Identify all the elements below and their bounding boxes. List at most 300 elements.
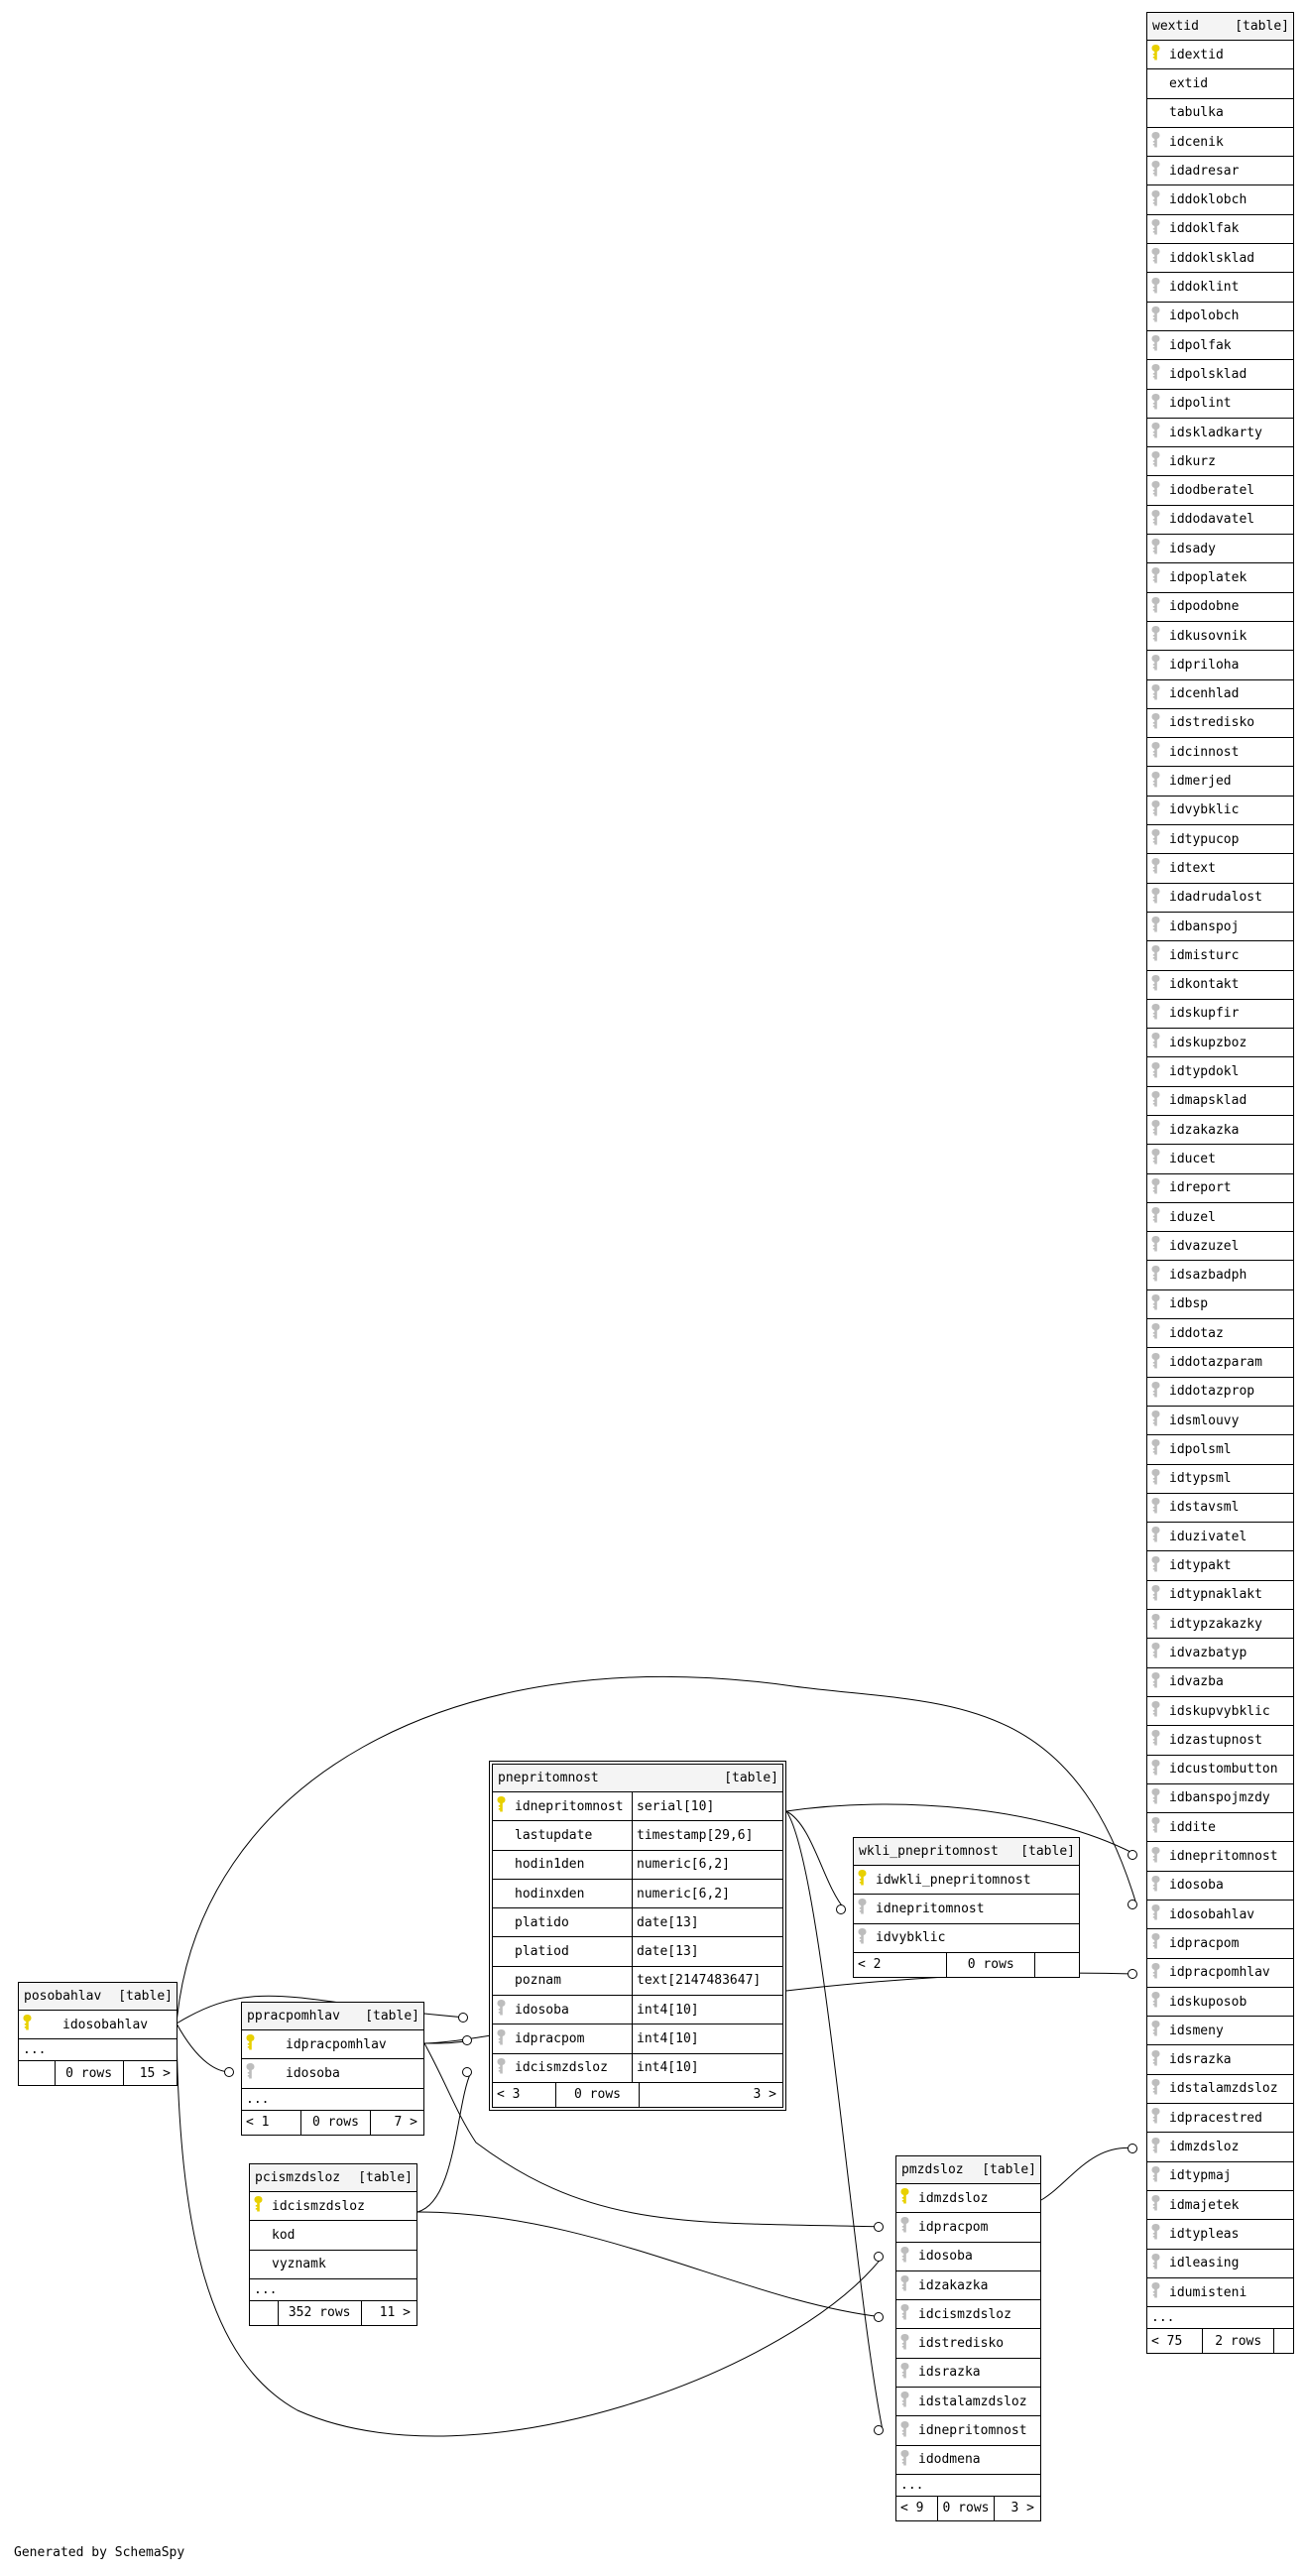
column-name: iduzel xyxy=(1169,1209,1216,1225)
foreign-key-icon xyxy=(1151,829,1169,849)
column-name: idnepritomnost xyxy=(1169,1849,1278,1865)
column-name: iducet xyxy=(1169,1151,1216,1166)
foreign-key-icon xyxy=(900,2304,918,2324)
column-row[interactable] xyxy=(493,1967,782,1996)
column-row[interactable] xyxy=(1147,447,1293,476)
foreign-key-icon xyxy=(1151,858,1169,878)
column-row[interactable] xyxy=(1147,941,1293,970)
table-name: wextid xyxy=(1152,19,1199,34)
column-row[interactable] xyxy=(896,2359,1040,2388)
column-row[interactable] xyxy=(493,1908,782,1937)
column-name: idmzdsloz xyxy=(918,2190,989,2206)
foreign-key-icon xyxy=(900,2392,918,2411)
column-type: int4[10] xyxy=(632,1996,782,2024)
column-row[interactable] xyxy=(1147,1988,1293,2017)
column-type: date[13] xyxy=(632,1937,782,1965)
column-name: iddite xyxy=(1169,1819,1216,1835)
relationship-line xyxy=(786,1811,845,1909)
column-name: idosoba xyxy=(918,2249,973,2265)
zero-or-many-marker xyxy=(1128,1970,1137,1979)
foreign-key-icon xyxy=(1151,307,1169,326)
column-name: idtypzakazky xyxy=(1169,1616,1262,1632)
relationship-line xyxy=(417,2072,471,2212)
column-name: idsmeny xyxy=(1169,2023,1224,2038)
column-name: idpracpom xyxy=(515,2031,585,2047)
foreign-key-icon xyxy=(1151,1585,1169,1605)
parent-count-link[interactable]: < 9 xyxy=(900,2501,924,2516)
column-row[interactable] xyxy=(1147,1465,1293,1494)
foreign-key-icon xyxy=(1151,1672,1169,1692)
table-header[interactable] xyxy=(242,2003,423,2030)
column-row[interactable] xyxy=(1147,419,1293,447)
column-name: idpolint xyxy=(1169,396,1232,412)
column-name: idtypdokl xyxy=(1169,1064,1240,1080)
foreign-key-icon xyxy=(1151,1701,1169,1721)
column-name: idadresar xyxy=(1169,163,1240,179)
foreign-key-icon xyxy=(1151,2282,1169,2302)
zero-or-many-marker xyxy=(875,2223,884,2232)
column-row[interactable] xyxy=(1147,1872,1293,1901)
column-name: idosoba xyxy=(515,2002,569,2018)
table-pmzdsloz[interactable] xyxy=(895,2155,1041,2521)
column-row[interactable] xyxy=(493,1937,782,1966)
row-count: 352 rows xyxy=(278,2301,361,2325)
column-name: idskuposob xyxy=(1169,1994,1247,2010)
table-header[interactable] xyxy=(493,1765,782,1792)
foreign-key-icon xyxy=(1151,2138,1169,2157)
column-name: idtypmaj xyxy=(1169,2168,1232,2184)
foreign-key-icon xyxy=(1151,248,1169,268)
column-row[interactable] xyxy=(1147,1726,1293,1755)
foreign-key-icon xyxy=(1151,2254,1169,2273)
column-row[interactable] xyxy=(1147,767,1293,796)
zero-or-many-marker xyxy=(837,1905,846,1914)
column-row[interactable] xyxy=(1147,1029,1293,1057)
row-count: 2 rows xyxy=(1202,2329,1273,2353)
column-row[interactable] xyxy=(896,2184,1040,2213)
column-row[interactable] xyxy=(1147,1813,1293,1842)
foreign-key-icon xyxy=(1151,1876,1169,1896)
table-header[interactable] xyxy=(250,2164,416,2192)
column-name: idpolobch xyxy=(1169,308,1240,324)
foreign-key-icon xyxy=(1151,1178,1169,1198)
foreign-key-icon xyxy=(1151,567,1169,587)
column-name: iddodavatel xyxy=(1169,512,1255,528)
column-name: idcismzdsloz xyxy=(272,2198,365,2214)
column-row[interactable] xyxy=(1147,1378,1293,1407)
foreign-key-icon xyxy=(1151,278,1169,298)
column-row[interactable] xyxy=(493,1851,782,1880)
column-name: idextid xyxy=(1169,47,1224,62)
column-row[interactable] xyxy=(896,2329,1040,2358)
zero-or-many-marker xyxy=(1128,2145,1137,2153)
foreign-key-icon xyxy=(246,2063,264,2083)
column-name: idmajetek xyxy=(1169,2197,1240,2213)
foreign-key-icon xyxy=(1151,364,1169,384)
column-row[interactable] xyxy=(1147,1494,1293,1523)
column-name: platido xyxy=(515,1914,569,1930)
column-row[interactable] xyxy=(1147,1668,1293,1697)
foreign-key-icon xyxy=(1151,2195,1169,2215)
column-name: idsrazka xyxy=(918,2365,981,2381)
foreign-key-icon xyxy=(1151,684,1169,704)
column-row[interactable] xyxy=(1147,1523,1293,1551)
column-row[interactable] xyxy=(1147,2133,1293,2161)
foreign-key-icon xyxy=(1151,1004,1169,1024)
foreign-key-icon xyxy=(1151,451,1169,471)
column-row[interactable] xyxy=(896,2446,1040,2475)
more-columns-indicator: ... xyxy=(19,2039,177,2061)
more-columns-indicator: ... xyxy=(250,2279,416,2301)
column-name: hodin1den xyxy=(515,1857,585,1873)
column-row[interactable] xyxy=(1147,1203,1293,1232)
column-row[interactable] xyxy=(896,2300,1040,2329)
table-header[interactable] xyxy=(1147,13,1293,41)
foreign-key-icon xyxy=(1151,1091,1169,1111)
table-footer xyxy=(493,2083,782,2107)
column-name: idadrudalost xyxy=(1169,890,1262,906)
table-footer xyxy=(1147,2329,1293,2353)
foreign-key-icon xyxy=(1151,742,1169,762)
column-name: kod xyxy=(272,2227,296,2243)
foreign-key-icon xyxy=(1151,2224,1169,2244)
column-name: idbanspojmzdy xyxy=(1169,1790,1270,1806)
parent-count-link[interactable]: < 3 xyxy=(497,2087,521,2103)
column-row[interactable] xyxy=(1147,506,1293,535)
relationship-line xyxy=(1041,2147,1136,2200)
column-row[interactable] xyxy=(1147,2220,1293,2249)
column-name: idpolsklad xyxy=(1169,366,1247,382)
column-name: idpracestred xyxy=(1169,2110,1262,2126)
column-row[interactable] xyxy=(493,2054,782,2083)
table-header[interactable] xyxy=(854,1838,1079,1866)
column-row[interactable] xyxy=(854,1866,1079,1895)
column-row[interactable] xyxy=(1147,360,1293,389)
foreign-key-icon xyxy=(900,2334,918,2354)
child-count-link[interactable]: 3 > xyxy=(994,2497,1040,2520)
column-row[interactable] xyxy=(1147,1435,1293,1464)
row-count: 0 rows xyxy=(300,2111,369,2135)
foreign-key-icon xyxy=(1151,945,1169,965)
column-row[interactable] xyxy=(1147,476,1293,505)
column-name: idskupvybklic xyxy=(1169,1703,1270,1719)
foreign-key-icon xyxy=(1151,1411,1169,1430)
column-row[interactable] xyxy=(493,1880,782,1908)
column-name: iddoklint xyxy=(1169,280,1240,296)
parent-count-link[interactable]: < 2 xyxy=(858,1957,882,1973)
foreign-key-icon xyxy=(1151,539,1169,558)
column-row[interactable] xyxy=(1147,1348,1293,1377)
foreign-key-icon xyxy=(1151,1963,1169,1983)
table-pcismzdsloz[interactable] xyxy=(249,2163,417,2326)
table-kind-label: [table] xyxy=(365,2009,419,2024)
foreign-key-icon xyxy=(1151,481,1169,501)
column-row[interactable] xyxy=(1147,563,1293,592)
more-columns-indicator: ... xyxy=(242,2089,423,2111)
column-name: iddotazparam xyxy=(1169,1355,1262,1370)
foreign-key-icon xyxy=(1151,335,1169,355)
foreign-key-icon xyxy=(1151,1207,1169,1227)
table-name: wkli_pnepritomnost xyxy=(859,1844,999,1859)
column-row[interactable] xyxy=(1147,1261,1293,1289)
column-row[interactable] xyxy=(1147,128,1293,157)
column-row[interactable] xyxy=(1147,69,1293,98)
column-row[interactable] xyxy=(1147,651,1293,679)
column-name: idstredisko xyxy=(1169,715,1255,731)
column-row[interactable] xyxy=(1147,1639,1293,1667)
column-name: idsazbadph xyxy=(1169,1268,1247,1284)
foreign-key-icon xyxy=(1151,800,1169,820)
column-name: idbanspoj xyxy=(1169,919,1240,934)
table-ppracpomhlav[interactable] xyxy=(241,2002,424,2136)
column-row[interactable] xyxy=(1147,244,1293,273)
column-name: idodberatel xyxy=(1169,483,1255,499)
column-name: idtext xyxy=(1169,860,1216,876)
column-name: idcenik xyxy=(1169,134,1224,150)
column-row[interactable] xyxy=(1147,2017,1293,2045)
column-row[interactable] xyxy=(1147,1145,1293,1173)
parent-count-link[interactable]: < 75 xyxy=(1151,2333,1183,2349)
column-row[interactable] xyxy=(1147,680,1293,709)
child-count-link[interactable]: 7 > xyxy=(370,2111,423,2135)
column-row[interactable] xyxy=(1147,2250,1293,2278)
column-name: idumisteni xyxy=(1169,2284,1247,2300)
column-type: numeric[6,2] xyxy=(632,1880,782,1907)
foreign-key-icon xyxy=(1151,1062,1169,1082)
zero-or-many-marker xyxy=(875,2253,884,2262)
column-row[interactable] xyxy=(896,2271,1040,2300)
column-row[interactable] xyxy=(493,1792,782,1821)
column-row[interactable] xyxy=(1147,1407,1293,1435)
column-row[interactable] xyxy=(1147,1901,1293,1929)
foreign-key-icon xyxy=(1151,132,1169,152)
column-row[interactable] xyxy=(1147,2045,1293,2074)
column-row[interactable] xyxy=(1147,709,1293,738)
column-name: idskupzboz xyxy=(1169,1035,1247,1050)
column-name: idvazuzel xyxy=(1169,1238,1240,1254)
child-count-link[interactable]: 3 > xyxy=(639,2083,782,2107)
column-name: idcustombutton xyxy=(1169,1762,1278,1778)
table-wextid[interactable] xyxy=(1146,12,1294,2354)
column-row[interactable] xyxy=(896,2416,1040,2445)
column-row[interactable] xyxy=(1147,535,1293,563)
column-name: idtypleas xyxy=(1169,2226,1240,2242)
foreign-key-icon xyxy=(1151,2079,1169,2099)
foreign-key-icon xyxy=(1151,1236,1169,1256)
column-row[interactable] xyxy=(1147,1290,1293,1319)
foreign-key-icon xyxy=(1151,1760,1169,1779)
column-row[interactable] xyxy=(250,2192,416,2221)
foreign-key-icon xyxy=(1151,917,1169,936)
column-name: idzakazka xyxy=(918,2277,989,2293)
column-row[interactable] xyxy=(1147,2104,1293,2133)
foreign-key-icon xyxy=(1151,1149,1169,1168)
primary-key-icon xyxy=(1151,45,1169,64)
column-name: idkusovnik xyxy=(1169,628,1247,644)
column-row[interactable] xyxy=(1147,273,1293,302)
column-row[interactable] xyxy=(1147,1610,1293,1639)
table-footer xyxy=(242,2111,423,2135)
column-row[interactable] xyxy=(1147,2191,1293,2220)
column-row[interactable] xyxy=(1147,2278,1293,2307)
foreign-key-icon xyxy=(1151,975,1169,995)
table-pnepritomnost[interactable] xyxy=(489,1761,786,2111)
foreign-key-icon xyxy=(1151,1498,1169,1518)
column-row[interactable] xyxy=(1147,215,1293,244)
column-row[interactable] xyxy=(19,2011,177,2039)
column-name: idvybklic xyxy=(876,1930,946,1946)
column-row[interactable] xyxy=(1147,1232,1293,1261)
column-row[interactable] xyxy=(1147,913,1293,941)
column-row[interactable] xyxy=(1147,331,1293,360)
column-row[interactable] xyxy=(896,2213,1040,2242)
column-name: idmerjed xyxy=(1169,774,1232,790)
foreign-key-icon xyxy=(1151,1847,1169,1867)
foreign-key-icon xyxy=(1151,1353,1169,1373)
column-row[interactable] xyxy=(1147,1581,1293,1610)
table-kind-label: [table] xyxy=(724,1771,778,1785)
table-header[interactable] xyxy=(19,1983,177,2011)
column-name: lastupdate xyxy=(515,1827,593,1843)
column-row[interactable] xyxy=(1147,41,1293,69)
foreign-key-icon xyxy=(497,2000,515,2020)
column-row[interactable] xyxy=(1147,2075,1293,2104)
column-row[interactable] xyxy=(1147,99,1293,128)
table-kind-label: [table] xyxy=(358,2170,413,2185)
primary-key-icon xyxy=(900,2188,918,2208)
column-name: iddoklfak xyxy=(1169,221,1240,237)
column-name: idpracpomhlav xyxy=(1169,1965,1270,1981)
foreign-key-icon xyxy=(1151,2050,1169,2070)
column-row[interactable] xyxy=(1147,1174,1293,1203)
column-row[interactable] xyxy=(250,2221,416,2250)
column-row[interactable] xyxy=(1147,854,1293,883)
primary-key-icon xyxy=(246,2034,264,2054)
foreign-key-icon xyxy=(1151,1469,1169,1489)
foreign-key-icon xyxy=(1151,1556,1169,1576)
column-row[interactable] xyxy=(896,2388,1040,2416)
column-name: idkontakt xyxy=(1169,977,1240,993)
column-row[interactable] xyxy=(1147,593,1293,622)
parent-count-link[interactable] xyxy=(250,2301,278,2325)
column-row[interactable] xyxy=(1147,1057,1293,1086)
column-row[interactable] xyxy=(854,1895,1079,1923)
column-name: idpracpomhlav xyxy=(286,2036,387,2052)
column-name: idosobahlav xyxy=(62,2017,149,2032)
column-name: idstredisko xyxy=(918,2336,1005,2352)
column-name: idosobahlav xyxy=(1169,1906,1255,1922)
table-header[interactable] xyxy=(896,2156,1040,2184)
column-name: idstavsml xyxy=(1169,1500,1240,1516)
column-row[interactable] xyxy=(1147,971,1293,1000)
child-count-link[interactable] xyxy=(1273,2329,1293,2353)
generated-by-footer: Generated by SchemaSpy xyxy=(14,2545,185,2560)
zero-or-many-marker xyxy=(459,2014,468,2023)
column-row[interactable] xyxy=(1147,185,1293,214)
column-name: idcinnost xyxy=(1169,744,1240,760)
zero-or-many-marker xyxy=(875,2313,884,2322)
column-row[interactable] xyxy=(1147,390,1293,419)
table-posobahlav[interactable] xyxy=(18,1982,178,2086)
foreign-key-icon xyxy=(1151,1033,1169,1052)
foreign-key-icon xyxy=(1151,1933,1169,1953)
column-name: iduzivatel xyxy=(1169,1529,1247,1544)
column-name: idpracpom xyxy=(1169,1935,1240,1951)
table-wkli-pnepritomnost[interactable] xyxy=(853,1837,1080,1978)
column-name: idpracpom xyxy=(918,2219,989,2235)
child-count-link[interactable]: 11 > xyxy=(361,2301,416,2325)
column-row[interactable] xyxy=(1147,303,1293,331)
foreign-key-icon xyxy=(900,2421,918,2441)
column-row[interactable] xyxy=(1147,1319,1293,1348)
column-row[interactable] xyxy=(493,1996,782,2024)
column-row[interactable] xyxy=(242,2059,423,2088)
column-name: idsmlouvy xyxy=(1169,1412,1240,1428)
foreign-key-icon xyxy=(1151,423,1169,442)
column-row[interactable] xyxy=(250,2251,416,2279)
row-count: 0 rows xyxy=(555,2083,639,2107)
relationship-line xyxy=(417,2212,883,2317)
column-row[interactable] xyxy=(1147,1116,1293,1145)
column-row[interactable] xyxy=(1147,1756,1293,1784)
foreign-key-icon xyxy=(858,1899,876,1918)
column-row[interactable] xyxy=(493,1821,782,1850)
foreign-key-icon xyxy=(1151,655,1169,675)
column-row[interactable] xyxy=(1147,2162,1293,2191)
column-name: idmapsklad xyxy=(1169,1093,1247,1109)
primary-key-icon xyxy=(23,2015,41,2034)
parent-count-link[interactable]: < 1 xyxy=(246,2115,270,2131)
table-name: pnepritomnost xyxy=(498,1771,599,1785)
column-row[interactable] xyxy=(1147,1697,1293,1726)
child-count-link[interactable]: 15 > xyxy=(123,2061,177,2085)
column-name: tabulka xyxy=(1169,105,1224,121)
child-count-link[interactable] xyxy=(1034,1953,1079,1977)
column-row[interactable] xyxy=(1147,1784,1293,1813)
column-name: idpoplatek xyxy=(1169,569,1247,585)
column-name: idskladkarty xyxy=(1169,425,1262,440)
column-row[interactable] xyxy=(1147,1929,1293,1958)
foreign-key-icon xyxy=(1151,1904,1169,1924)
column-row[interactable] xyxy=(1147,157,1293,185)
column-row[interactable] xyxy=(1147,1087,1293,1116)
column-type: timestamp[29,6] xyxy=(632,1821,782,1849)
column-row[interactable] xyxy=(1147,1000,1293,1029)
column-name: idmisturc xyxy=(1169,947,1240,963)
foreign-key-icon xyxy=(1151,1992,1169,2012)
column-row[interactable] xyxy=(493,2024,782,2053)
column-row[interactable] xyxy=(1147,622,1293,651)
column-row[interactable] xyxy=(854,1924,1079,1953)
foreign-key-icon xyxy=(1151,1323,1169,1343)
column-row[interactable] xyxy=(1147,797,1293,825)
column-row[interactable] xyxy=(1147,1551,1293,1580)
column-row[interactable] xyxy=(1147,825,1293,854)
column-name: idreport xyxy=(1169,1180,1232,1196)
foreign-key-icon xyxy=(1151,1817,1169,1837)
foreign-key-icon xyxy=(900,2247,918,2267)
foreign-key-icon xyxy=(1151,1527,1169,1546)
foreign-key-icon xyxy=(1151,1788,1169,1808)
parent-count-link[interactable] xyxy=(19,2061,55,2085)
column-row[interactable] xyxy=(1147,884,1293,913)
column-row[interactable] xyxy=(1147,1842,1293,1871)
foreign-key-icon xyxy=(1151,2166,1169,2186)
column-row[interactable] xyxy=(1147,738,1293,767)
column-row[interactable] xyxy=(896,2243,1040,2271)
column-row[interactable] xyxy=(242,2030,423,2059)
column-row[interactable] xyxy=(1147,1959,1293,1988)
